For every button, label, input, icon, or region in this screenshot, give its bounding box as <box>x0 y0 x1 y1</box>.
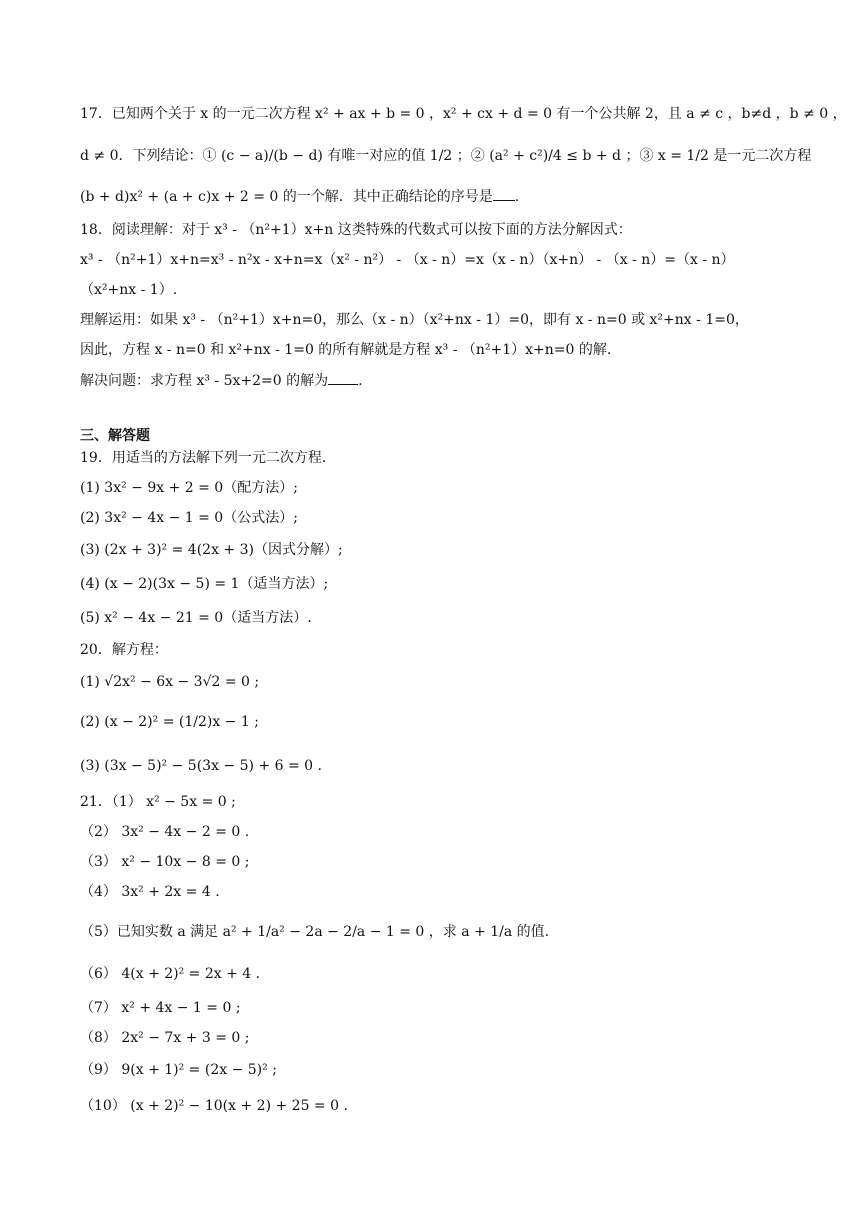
q19-item-2: (2) 3x² − 4x − 1 = 0（公式法）; <box>80 510 298 526</box>
q21-item-3: （3） x² − 10x − 8 = 0 ; <box>80 854 250 870</box>
q21-item-4: （4） 3x² + 2x = 4 . <box>80 884 220 900</box>
q18-line-6-text: 解决问题：求方程 x³ - 5x+2=0 的解为 <box>80 373 329 389</box>
q19-item-1: (1) 3x² − 9x + 2 = 0（配方法）; <box>80 480 298 496</box>
q20-item-2: (2) (x − 2)² = (1/2)x − 1 ; <box>80 714 259 730</box>
q21-item-6: （6） 4(x + 2)² = 2x + 4 . <box>80 966 261 982</box>
q21-item-5: （5）已知实数 a 满足 a² + 1/a² − 2a − 2/a − 1 = 0 ，求 a + 1/a 的值. <box>80 924 550 940</box>
q18-line-4: 理解运用：如果 x³ - （n²+1）x+n=0，那么（x - n）（x²+nx - 1）=0，即有 x - n=0 或 x²+nx - 1=0， <box>80 312 749 328</box>
q21-item-7: （7） x² + 4x − 1 = 0 ; <box>80 1000 241 1016</box>
q20-item-3: (3) (3x − 5)² − 5(3x − 5) + 6 = 0 . <box>80 758 322 774</box>
q20-stem: 20．解方程： <box>80 642 168 658</box>
q21-item-2: （2） 3x² − 4x − 2 = 0 . <box>80 824 250 840</box>
q20-item-1: (1) √2x² − 6x − 3√2 = 0 ; <box>80 674 260 690</box>
q21-item-8: （8） 2x² − 7x + 3 = 0 ; <box>80 1030 250 1046</box>
q19-item-5: (5) x² − 4x − 21 = 0（适当方法）. <box>80 610 312 626</box>
section-title: 三、解答题 <box>80 428 150 444</box>
q18-line-2: x³ - （n²+1）x+n=x³ - n²x - x+n=x（x² - n²） - （x - n）=x（x - n）（x+n） - （x - n）=（x - n） <box>80 252 735 268</box>
q21-item-10: （10） (x + 2)² − 10(x + 2) + 25 = 0 . <box>80 1098 348 1114</box>
q21-stem: 21．（1） x² − 5x = 0 ; <box>80 794 236 810</box>
q19-item-3: (3) (2x + 3)² = 4(2x + 3)（因式分解）; <box>80 542 343 558</box>
q19-item-4: (4) (x − 2)(3x − 5) = 1（适当方法）; <box>80 576 329 592</box>
q17-line-1: 17．已知两个关于 x 的一元二次方程 x² + ax + b = 0 ，x² + cx + d = 0 有一个公共解 2，且 a ≠ c ，b≠d ，b ≠ 0 ， <box>80 106 847 122</box>
q18-line-1: 18．阅读理解：对于 x³ - （n²+1）x+n 这类特殊的代数式可以按下面的方法分解因式： <box>80 222 632 238</box>
q18-line-6 <box>80 370 363 391</box>
q17-line-2: d ≠ 0．下列结论：① (c − a)/(b − d) 有唯一对应的值 1/2 ；② (a² + c²)/4 ≤ b + d ；③ x = 1/2 是一元二次方程 <box>80 148 812 164</box>
q18-line-3: （x²+nx - 1）. <box>80 282 178 298</box>
q19-stem: 19．用适当的方法解下列一元二次方程． <box>80 450 336 466</box>
q18-end-period: . <box>358 373 363 389</box>
q18-answer-blank <box>328 370 358 385</box>
q17-answer-blank <box>493 186 515 201</box>
q17-line-3 <box>80 186 519 207</box>
q17-end-period: . <box>514 189 520 205</box>
q17-line-3-text: (b + d)x² + (a + c)x + 2 = 0 的一个解．其中正确结论的序号是 <box>80 189 493 205</box>
q18-line-5: 因此，方程 x - n=0 和 x²+nx - 1=0 的所有解就是方程 x³ - （n²+1）x+n=0 的解. <box>80 342 612 358</box>
q21-item-9: （9） 9(x + 1)² = (2x − 5)² ; <box>80 1062 277 1078</box>
